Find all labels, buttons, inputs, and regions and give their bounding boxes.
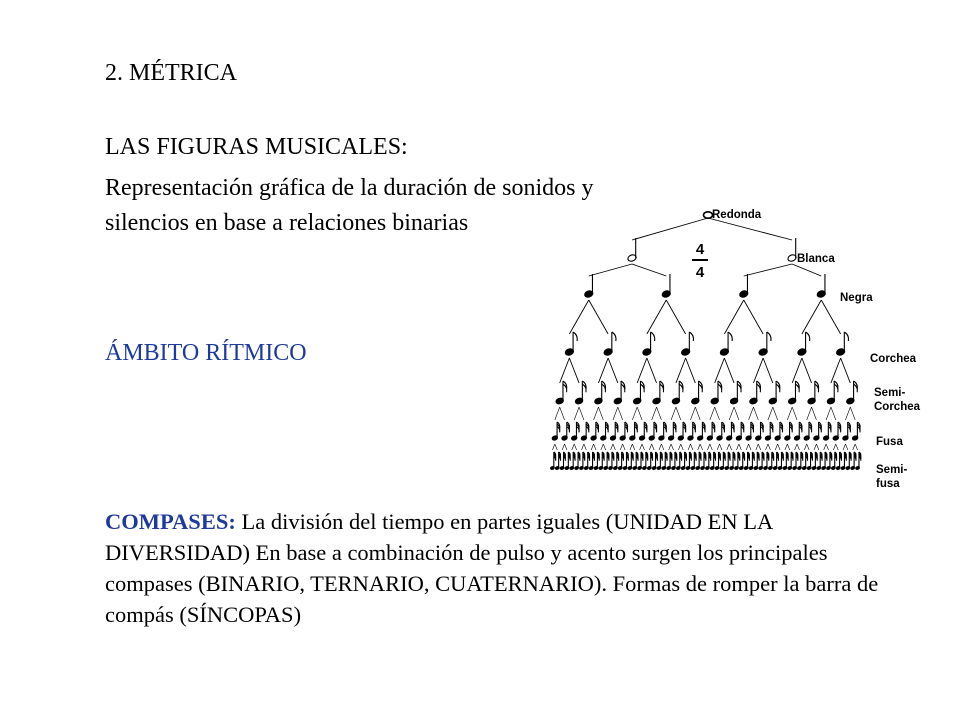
figures-heading: LAS FIGURAS MUSICALES:	[105, 134, 408, 160]
tree-connector	[768, 407, 773, 420]
tree-connector	[657, 407, 662, 420]
tree-connector	[608, 358, 618, 383]
tree-connector	[749, 407, 754, 420]
tree-connector	[671, 444, 673, 450]
note-flag	[806, 332, 810, 341]
tree-connector	[753, 407, 758, 420]
level-label-1: Redonda	[712, 209, 762, 221]
level-label-7: fusa	[876, 478, 900, 490]
tree-connector	[569, 300, 588, 334]
tree-connector	[579, 407, 584, 420]
tree-connector	[775, 444, 777, 450]
tree-connector	[746, 444, 748, 450]
tree-connector	[845, 444, 847, 450]
tree-connector	[676, 358, 686, 383]
section-title: 2. MÉTRICA	[105, 60, 237, 86]
tree-connector	[758, 444, 760, 450]
tree-connector	[647, 358, 657, 383]
time-signature-top: 4	[695, 241, 705, 258]
tree-connector	[671, 407, 676, 420]
tree-connector	[666, 300, 685, 334]
tree-connector	[601, 444, 603, 450]
tree-connector	[632, 444, 634, 450]
tree-connector	[640, 444, 642, 450]
tree-connector	[766, 444, 768, 450]
level-label-4: Corchea	[870, 353, 917, 365]
tree-connector	[562, 444, 564, 450]
note-values-tree-diagram	[540, 198, 960, 498]
tree-connector	[555, 407, 560, 420]
tree-connector	[686, 358, 696, 383]
tree-connector	[749, 444, 751, 450]
tree-connector	[729, 444, 731, 450]
tree-connector	[792, 264, 821, 276]
tree-connector	[787, 407, 792, 420]
tree-connector	[853, 444, 855, 450]
tree-connector	[792, 407, 797, 420]
tree-connector	[802, 300, 821, 334]
tree-connector	[773, 407, 778, 420]
tree-connector	[613, 444, 615, 450]
tree-connector	[802, 358, 812, 383]
tree-connector	[729, 407, 734, 420]
tree-connector	[611, 444, 613, 450]
level-label-3: Negra	[840, 292, 873, 304]
tree-connector	[715, 358, 725, 383]
tree-connector	[618, 407, 623, 420]
tree-connector	[807, 407, 812, 420]
tree-connector	[598, 407, 603, 420]
tree-connector	[845, 407, 850, 420]
tree-connector	[574, 407, 579, 420]
level-label-2: Blanca	[797, 253, 835, 265]
tree-connector	[836, 444, 838, 450]
tree-connector	[690, 407, 695, 420]
tree-connector	[598, 358, 608, 383]
tree-connector	[739, 444, 741, 450]
level-label-7: Semi-	[876, 464, 908, 476]
tree-connector	[850, 407, 855, 420]
tree-connector	[632, 407, 637, 420]
note-flag	[844, 332, 848, 341]
tree-connector	[826, 407, 831, 420]
tree-connector	[661, 444, 663, 450]
tree-connector	[698, 444, 700, 450]
tree-connector	[642, 444, 644, 450]
tree-connector	[708, 218, 792, 240]
tree-connector	[572, 444, 574, 450]
tree-connector	[707, 444, 709, 450]
tree-connector	[700, 444, 702, 450]
tree-connector	[581, 444, 583, 450]
tree-connector	[574, 444, 576, 450]
tree-connector	[787, 444, 789, 450]
compases-label: COMPASES:	[105, 509, 236, 534]
tree-connector	[792, 358, 802, 383]
tree-connector	[710, 444, 712, 450]
figures-line-1: Representación gráfica de la duración de sonidos y	[105, 175, 594, 201]
tree-connector	[715, 407, 720, 420]
tree-connector	[649, 444, 651, 450]
note-flag	[651, 332, 655, 341]
tree-connector	[620, 444, 622, 450]
level-label-6: Fusa	[876, 436, 903, 448]
tree-connector	[756, 444, 758, 450]
tree-connector	[831, 358, 841, 383]
tree-connector	[720, 444, 722, 450]
time-signature-bottom: 4	[695, 264, 705, 281]
tree-connector	[734, 407, 739, 420]
tree-connector	[795, 444, 797, 450]
tree-connector	[841, 358, 851, 383]
tree-connector	[717, 444, 719, 450]
tree-connector	[821, 300, 840, 334]
tree-connector	[814, 444, 816, 450]
tree-connector	[695, 407, 700, 420]
tree-connector	[816, 444, 818, 450]
note-flag	[612, 332, 616, 341]
tree-connector	[724, 300, 743, 334]
tree-connector	[565, 444, 567, 450]
tree-connector	[669, 444, 671, 450]
tree-connector	[647, 300, 666, 334]
note-flag	[767, 332, 771, 341]
tree-connector	[594, 444, 596, 450]
level-label-5: Semi-	[874, 387, 906, 399]
tree-connector	[831, 407, 836, 420]
tree-connector	[688, 444, 690, 450]
tree-connector	[826, 444, 828, 450]
compases-text: La división del tiempo en partes iguales (UNIDAD EN LA DIVERSIDAD) En base a combinación de pulso y acento surgen los principales compases (BINARIO, TERNARIO, CUATERNARIO). Formas de romper la barra de compás (SÍNCOPAS)	[105, 509, 879, 627]
tree-connector	[727, 444, 729, 450]
tree-connector	[569, 358, 579, 383]
ambito-ritmico-title: ÁMBITO RÍTMICO	[105, 340, 307, 366]
tree-connector	[807, 444, 809, 450]
note-flag	[728, 332, 732, 341]
tree-connector	[744, 264, 792, 276]
tree-connector	[560, 407, 565, 420]
tree-connector	[710, 407, 715, 420]
tree-connector	[594, 407, 599, 420]
tree-connector	[560, 358, 570, 383]
tree-connector	[843, 444, 845, 450]
tree-connector	[797, 444, 799, 450]
tree-connector	[652, 444, 654, 450]
tree-connector	[637, 358, 647, 383]
tree-connector	[833, 444, 835, 450]
tree-connector	[736, 444, 738, 450]
tree-connector	[589, 264, 632, 276]
tree-connector	[785, 444, 787, 450]
tree-connector	[724, 358, 734, 383]
tree-connector	[584, 444, 586, 450]
tree-connector	[589, 300, 608, 334]
tree-connector	[637, 407, 642, 420]
tree-connector	[652, 407, 657, 420]
tree-connector	[555, 444, 557, 450]
tree-connector	[768, 444, 770, 450]
tree-connector	[763, 358, 773, 383]
tree-connector	[753, 358, 763, 383]
note-flag	[573, 332, 577, 341]
tree-connector	[744, 300, 763, 334]
tree-connector	[659, 444, 661, 450]
tree-connector	[824, 444, 826, 450]
tree-connector	[690, 444, 692, 450]
compases-paragraph	[105, 506, 905, 630]
tree-connector	[630, 444, 632, 450]
figures-line-2: silencios en base a relaciones binarias	[105, 210, 469, 236]
tree-connector	[812, 407, 817, 420]
note-flag	[689, 332, 693, 341]
tree-connector	[632, 218, 708, 240]
tree-connector	[681, 444, 683, 450]
tree-connector	[778, 444, 780, 450]
tree-connector	[804, 444, 806, 450]
tree-connector	[855, 444, 857, 450]
level-label-5: Corchea	[874, 401, 921, 413]
tree-connector	[678, 444, 680, 450]
tree-connector	[613, 407, 618, 420]
tree-connector	[603, 444, 605, 450]
tree-connector	[623, 444, 625, 450]
tree-connector	[676, 407, 681, 420]
tree-connector	[591, 444, 593, 450]
tree-connector	[632, 264, 666, 276]
tree-connector	[552, 444, 554, 450]
